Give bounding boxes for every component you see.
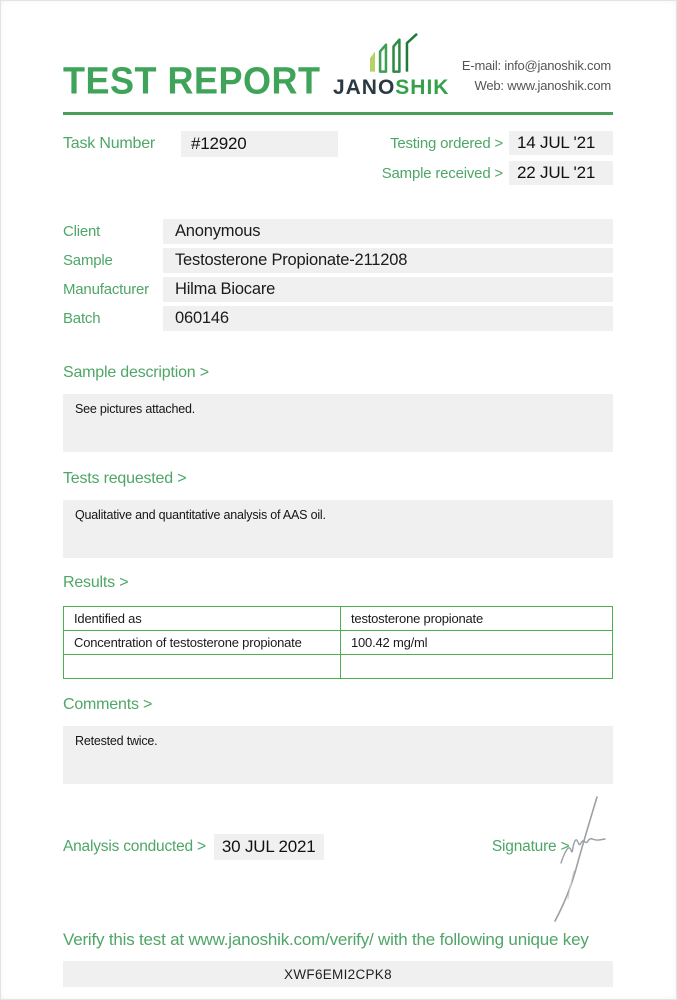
verify-text: Verify this test at www.janoshik.com/verify/ with the following unique key [63, 930, 589, 949]
header [63, 31, 611, 106]
tests-requested-box: Qualitative and quantitative analysis of AAS oil. [63, 500, 613, 558]
testing-ordered-row [382, 131, 613, 155]
sample-received-value: 22 JUL '21 [509, 161, 613, 185]
contact-email-line [462, 56, 611, 76]
tests-requested-heading: Tests requested > [63, 470, 187, 487]
sample-received-label: Sample received > [381, 164, 503, 182]
result-name-identified: Identified as [64, 607, 341, 631]
analysis-date-value: 30 JUL 2021 [214, 834, 324, 860]
result-value-concentration: 100.42 mg/ml [341, 631, 613, 655]
comments-heading: Comments > [63, 696, 153, 713]
logo-bars-icon [358, 33, 424, 75]
unique-key-value: XWF6EMI2CPK8 [63, 961, 613, 987]
details-section [63, 219, 613, 335]
testing-ordered-label: Testing ordered > [390, 134, 503, 152]
sample-label: Sample [63, 252, 113, 269]
result-value-empty [341, 655, 613, 679]
client-value: Anonymous [163, 219, 613, 244]
task-number-row [63, 131, 338, 157]
table-row [64, 655, 613, 679]
web-label: Web: [474, 77, 504, 93]
task-number-label: Task Number [63, 135, 156, 152]
logo-text-jano: JANO [332, 76, 396, 99]
sample-received-row [382, 161, 613, 185]
analysis-conducted-label: Analysis conducted > [63, 838, 206, 855]
header-divider [63, 112, 613, 115]
batch-label: Batch [63, 310, 101, 327]
result-value-identified: testosterone propionate [341, 607, 613, 631]
page-title: TEST REPORT [63, 58, 321, 102]
task-number-value: #12920 [181, 131, 338, 157]
sample-description-box: See pictures attached. [63, 394, 613, 452]
detail-row-batch [63, 306, 613, 331]
comments-box: Retested twice. [63, 726, 613, 784]
signature-label: Signature > [491, 838, 570, 855]
detail-row-client [63, 219, 613, 244]
results-heading: Results > [63, 574, 129, 591]
logo-text-shik: SHIK [395, 76, 450, 99]
results-table [63, 606, 613, 679]
web-value: www.janoshik.com [507, 77, 611, 93]
table-row [64, 607, 613, 631]
logo-wordmark [333, 77, 450, 98]
manufacturer-label: Manufacturer [63, 281, 149, 298]
dates-block [382, 131, 613, 191]
detail-row-sample [63, 248, 613, 273]
signature-icon [541, 791, 631, 926]
result-name-concentration: Concentration of testosterone propionate [64, 631, 341, 655]
janoshik-logo [333, 33, 450, 106]
manufacturer-value: Hilma Biocare [163, 277, 613, 302]
analysis-signature-row [63, 834, 613, 860]
detail-row-manufacturer [63, 277, 613, 302]
contact-web-line [462, 76, 611, 96]
batch-value: 060146 [163, 306, 613, 331]
email-label: E-mail: [461, 57, 501, 73]
email-value: info@janoshik.com [504, 57, 611, 73]
client-label: Client [63, 223, 101, 240]
table-row [64, 631, 613, 655]
sample-description-heading: Sample description > [63, 364, 209, 381]
sample-value: Testosterone Propionate-211208 [163, 248, 613, 273]
contact-info [462, 56, 611, 106]
result-name-empty [64, 655, 341, 679]
testing-ordered-value: 14 JUL '21 [509, 131, 613, 155]
